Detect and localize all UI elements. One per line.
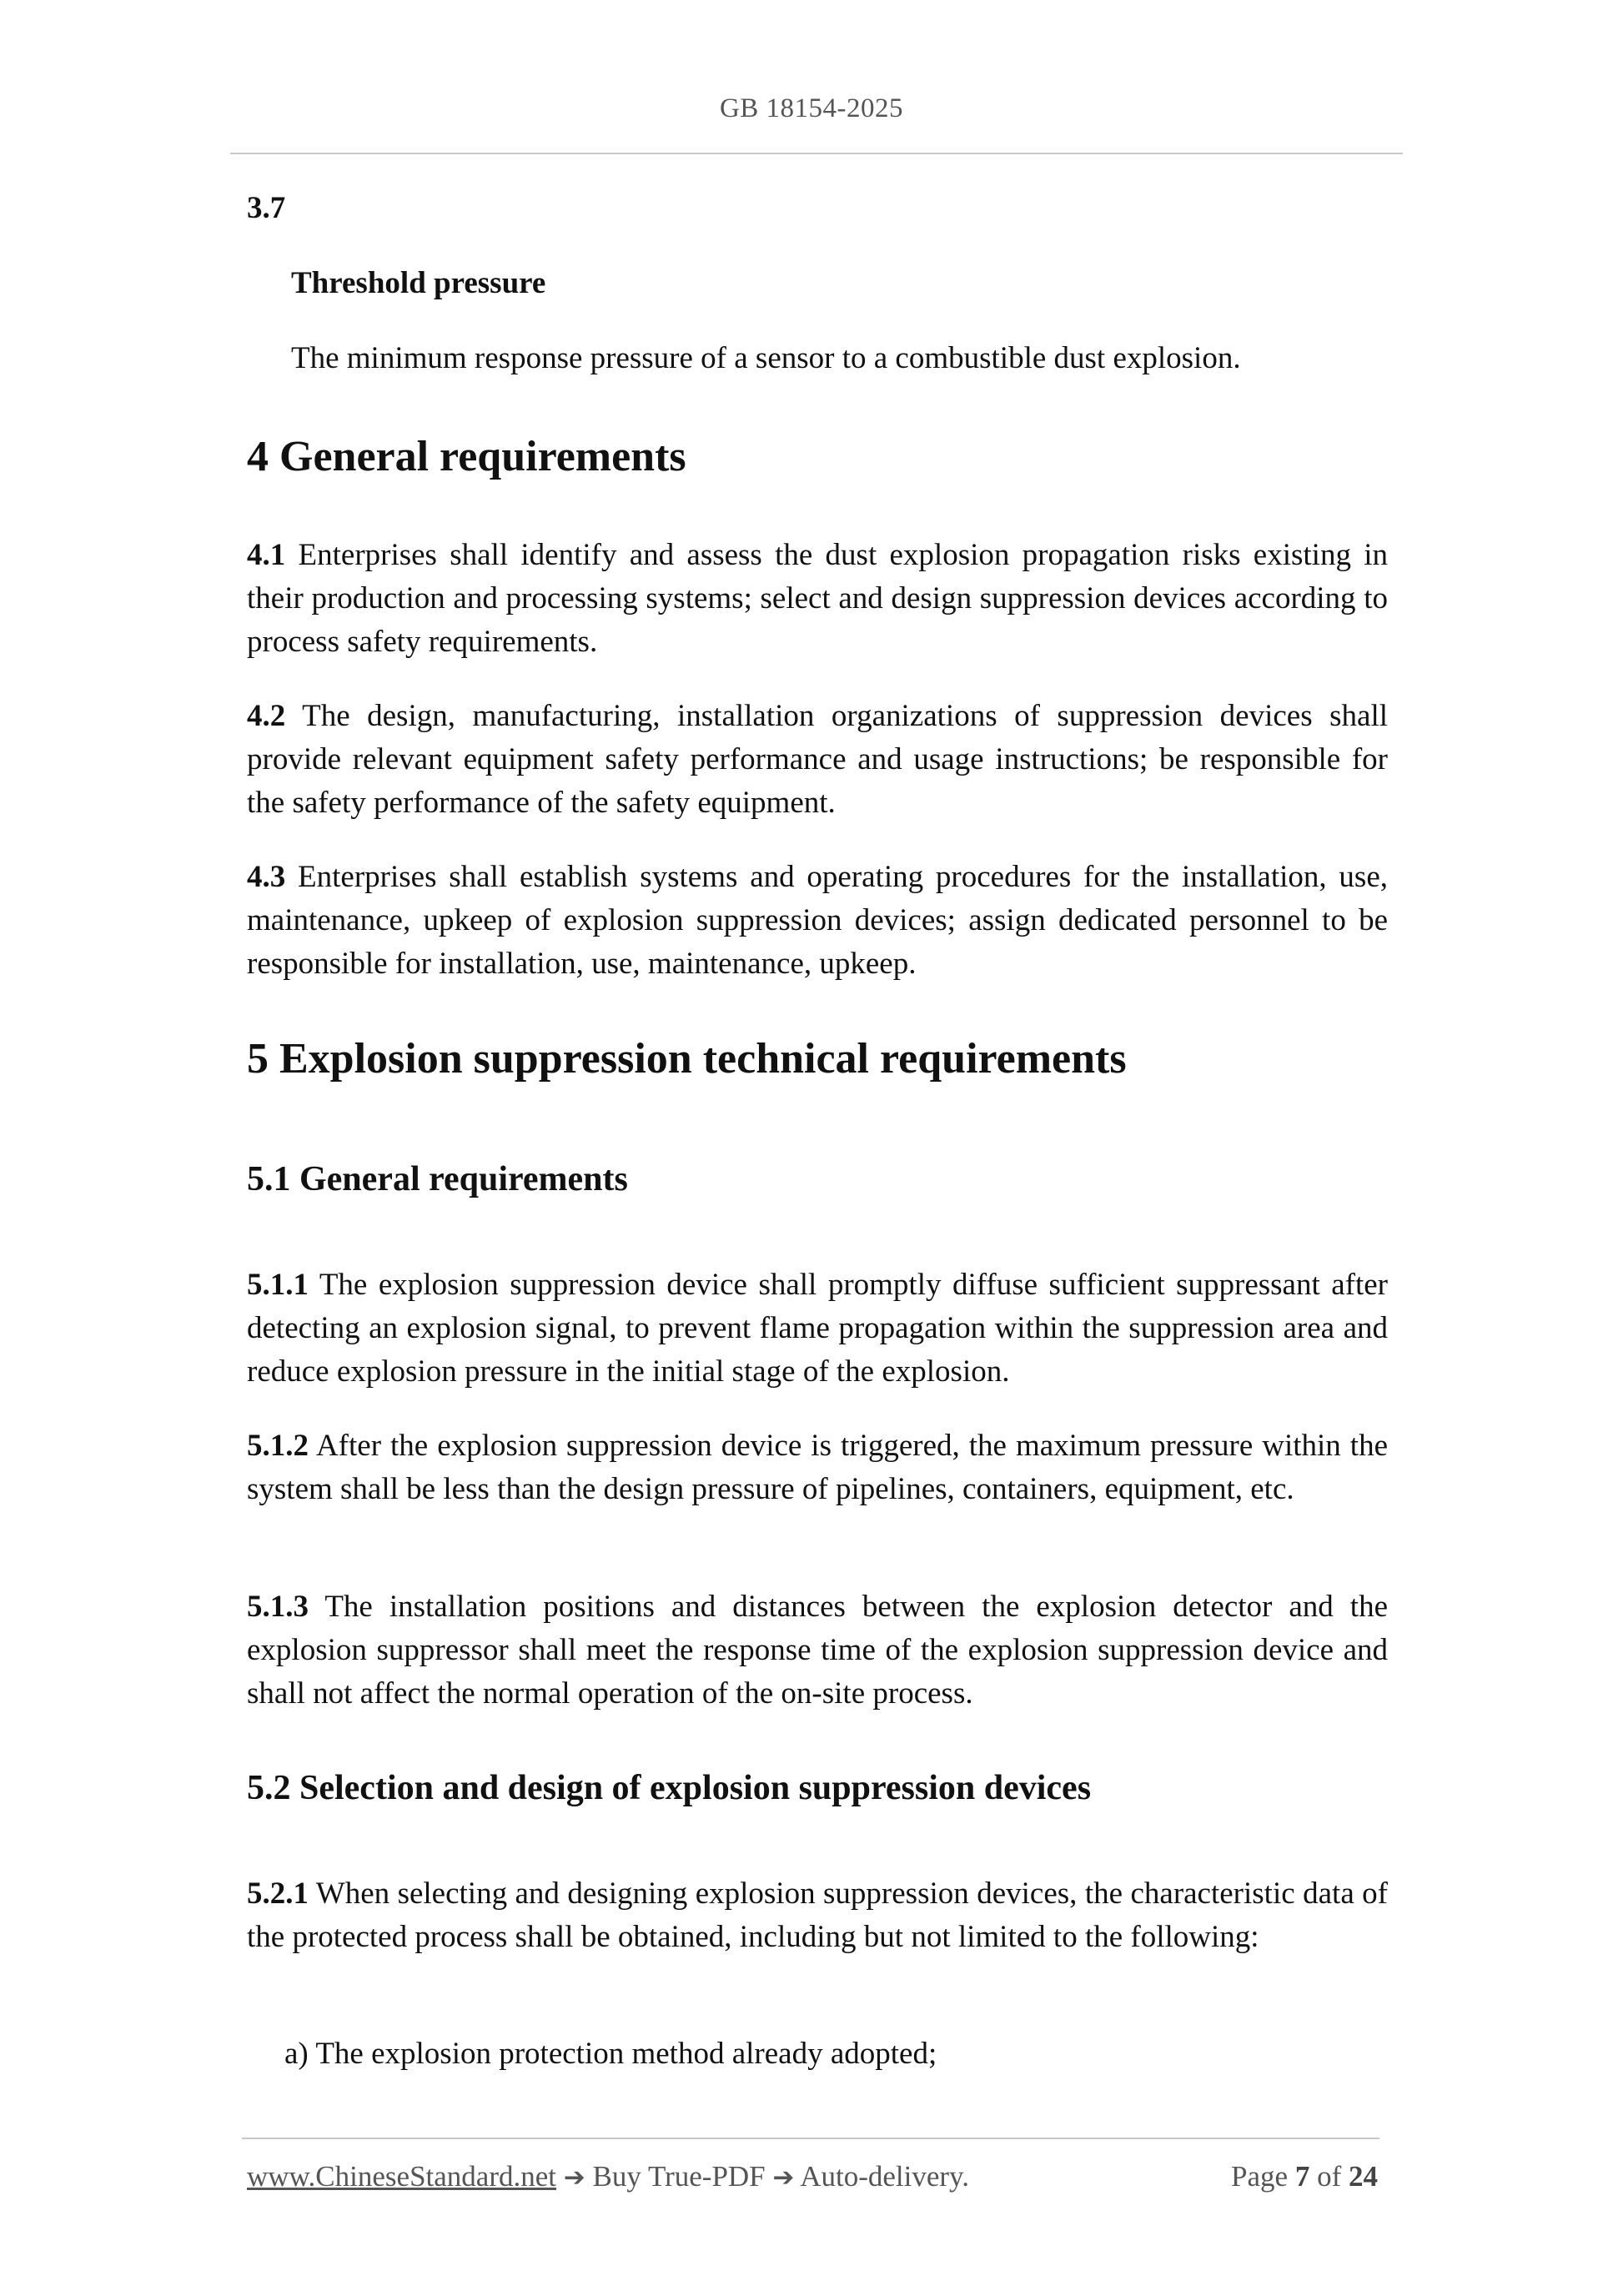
section-5-heading: 5 Explosion suppression technical requirements [247,1035,1127,1083]
clause-5-1-3 [247,1585,1388,1716]
clause-number: 5.2.1 [247,1876,309,1911]
section-5-2-heading: 5.2 Selection and design of explosion suppression devices [247,1769,1092,1807]
page-of: of [1317,2160,1342,2193]
clause-text: Enterprises shall establish systems and operating procedures for the installation, use, maintenance, upkeep of explosion suppression devices; assign dedicated personnel to be responsible for installation, use, maintenance, upkeep. [247,860,1388,981]
page-number [1231,2160,1378,2193]
footer-divider [242,2138,1379,2139]
clause-5-1-2 [247,1424,1388,1511]
clause-number: 5.1.3 [247,1590,309,1624]
clause-text: The installation positions and distances between the explosion detector and the explosion suppressor shall meet the response time of the explosion suppression device and shall not affect the normal operation of the on-site process. [247,1590,1388,1711]
clause-number: 5.1.2 [247,1429,309,1463]
clause-4-3 [247,856,1388,986]
document-header-title: GB 18154-2025 [719,93,904,123]
term-definition: The minimum response pressure of a sensor to a combustible dust explosion. [291,341,1241,375]
delivery-text: Auto-delivery. [800,2160,970,2193]
term-title: Threshold pressure [291,266,546,300]
clause-5-1-1 [247,1264,1388,1394]
page-label: Page [1231,2160,1289,2193]
clause-number: 4.1 [247,538,286,572]
arrow-right-icon: ➔ [563,2163,585,2193]
arrow-right-icon: ➔ [772,2163,795,2193]
clause-4-2 [247,695,1388,825]
clause-5-2-1 [247,1872,1388,1959]
buy-text: Buy True-PDF [592,2160,766,2193]
page-total: 24 [1349,2160,1378,2193]
clause-number: 4.3 [247,860,286,894]
clause-text: The explosion suppression device shall promptly diffuse sufficient suppressant after detecting an explosion signal, to prevent flame propagation within the suppression area and reduce explosion pressure in the initial stage of the explosion. [247,1268,1388,1389]
term-number: 3.7 [247,191,286,225]
clause-number: 5.1.1 [247,1268,309,1302]
section-4-heading: 4 General requirements [247,433,686,480]
clause-text: The design, manufacturing, installation organizations of suppression devices shall provide relevant equipment safety performance and usage instructions; be responsible for the safety performance of the safety equipment. [247,699,1388,820]
clause-number: 4.2 [247,699,286,733]
website-link[interactable]: www.ChineseStandard.net [247,2160,556,2193]
clause-text: Enterprises shall identify and assess the dust explosion propagation risks existing in their production and processing systems; select and design suppression devices according to process safety requirements. [247,538,1388,659]
section-5-1-heading: 5.1 General requirements [247,1160,628,1198]
footer-promo [247,2160,969,2193]
list-item: a) The explosion protection method already adopted; [284,2037,937,2071]
clause-text: When selecting and designing explosion suppression devices, the characteristic data of the protected process shall be obtained, including but not limited to the following: [247,1876,1388,1954]
clause-4-1 [247,534,1388,664]
clause-text: After the explosion suppression device is triggered, the maximum pressure within the system shall be less than the design pressure of pipelines, containers, equipment, etc. [247,1429,1388,1506]
page-current: 7 [1294,2160,1310,2193]
header-divider [230,153,1403,154]
